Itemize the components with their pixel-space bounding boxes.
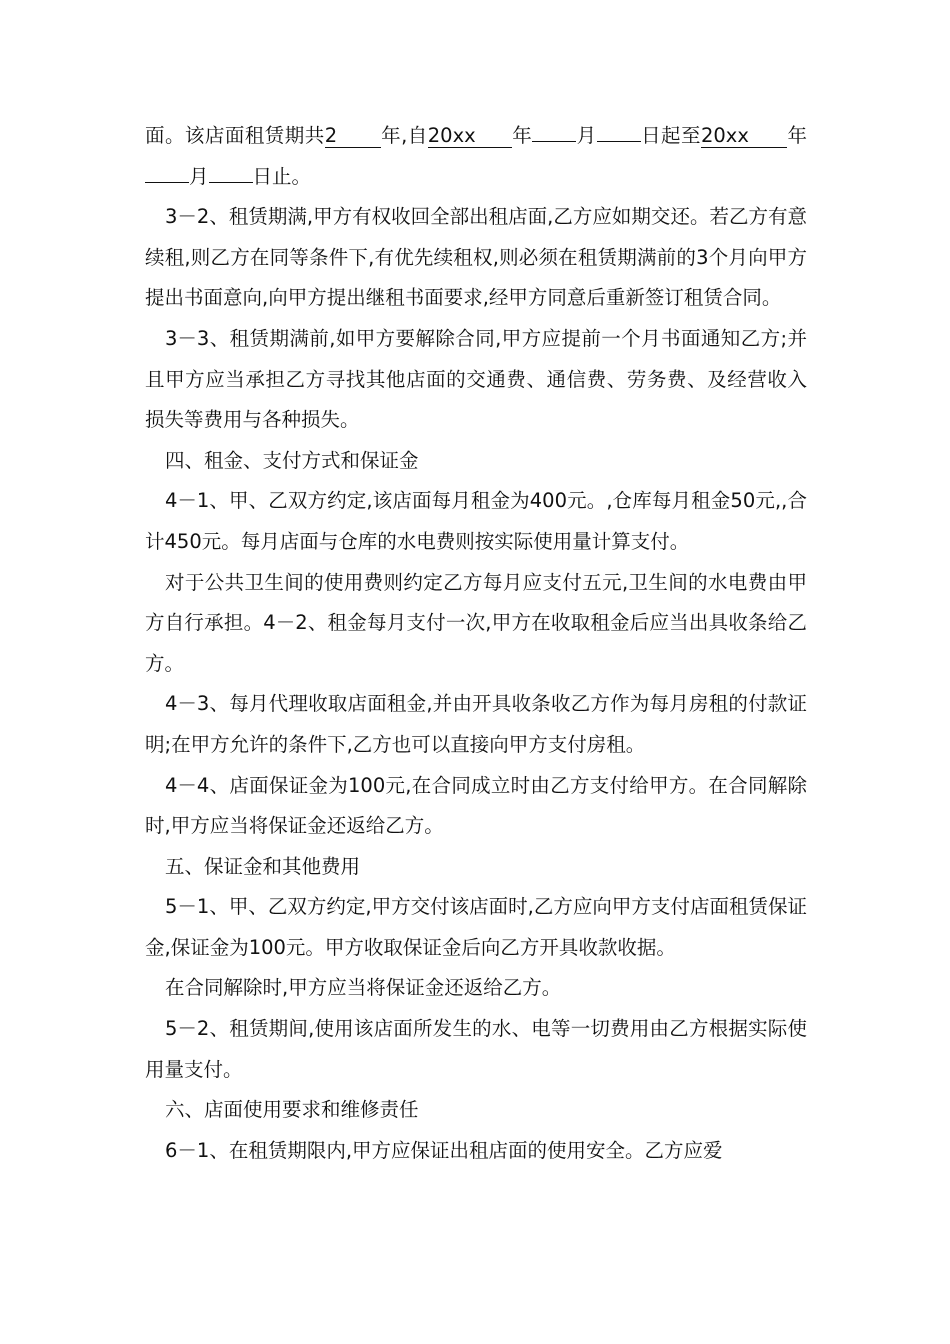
end-year-char: 年 <box>786 124 807 147</box>
start-year-blank: 20xx <box>428 125 512 148</box>
lease-term-paragraph <box>145 116 807 197</box>
lease-year-word: 年,自 <box>380 124 428 147</box>
start-day-char: 日起至 <box>640 124 701 147</box>
end-year-blank: 20xx <box>701 125 787 148</box>
start-day-blank <box>597 141 641 142</box>
section-heading-5: 五、保证金和其他费用 <box>165 854 361 878</box>
end-day-char: 日止。 <box>252 164 312 188</box>
clause-4-1: 4－1、甲、乙双方约定,该店面每月租金为400元。,仓库每月租金50元,,合计450元。每月店面与仓库的水电费则按实际使用量计算支付。 <box>145 489 807 553</box>
clause-5-2: 5－2、租赁期间,使用该店面所发生的水、电等一切费用由乙方根据实际使用量支付。 <box>145 1017 807 1081</box>
clause-4-4: 4－4、店面保证金为100元,在合同成立时由乙方支付给甲方。在合同解除时,甲方应当将保证金还返给乙方。 <box>145 773 807 838</box>
lease-term-prefix: 面。该店面租赁期共 <box>145 124 325 147</box>
start-month-char: 月 <box>576 124 597 147</box>
section-heading-6: 六、店面使用要求和维修责任 <box>165 1098 419 1122</box>
clause-4-3: 4－3、每月代理收取店面租金,并由开具收条收乙方作为每月房租的付款证明;在甲方允许的条件下,乙方也可以直接向甲方支付房租。 <box>145 692 807 756</box>
start-month-blank <box>532 141 576 142</box>
end-month-blank <box>145 182 189 183</box>
document-body <box>145 116 807 1171</box>
clause-deposit-return: 在合同解除时,甲方应当将保证金还返给乙方。 <box>165 976 562 1000</box>
clause-3-2: 3－2、租赁期满,甲方有权收回全部出租店面,乙方应如期交还。若乙方有意续租,则乙方在同等条件下,有优先续租权,则必须在租赁期满前的3个月向甲方提出书面意向,向甲方提出继租书面要求,经甲方同意后重新签订租赁合同。 <box>145 205 807 310</box>
section-heading-4: 四、租金、支付方式和保证金 <box>165 448 419 472</box>
clause-3-3: 3－3、租赁期满前,如甲方要解除合同,甲方应提前一个月书面通知乙方;并且甲方应当承担乙方寻找其他店面的交通费、通信费、劳务费、及经营收入损失等费用与各种损失。 <box>145 326 807 432</box>
start-year-char: 年 <box>511 124 533 147</box>
clause-5-1: 5－1、甲、乙双方约定,甲方交付该店面时,乙方应向甲方支付店面租赁保证金,保证金为100元。甲方收取保证金后向乙方开具收款收据。 <box>145 895 807 959</box>
clause-restroom-fee: 对于公共卫生间的使用费则约定乙方每月应支付五元,卫生间的水电费由甲方自行承担。4－2、租金每月支付一次,甲方在收取租金后应当出具收条给乙方。 <box>145 570 807 675</box>
end-day-blank <box>209 182 253 183</box>
clause-6-1: 6－1、在租赁期限内,甲方应保证出租店面的使用安全。乙方应爱 <box>165 1138 723 1162</box>
end-month-char: 月 <box>189 164 209 188</box>
lease-years-blank: 2 <box>325 125 381 148</box>
